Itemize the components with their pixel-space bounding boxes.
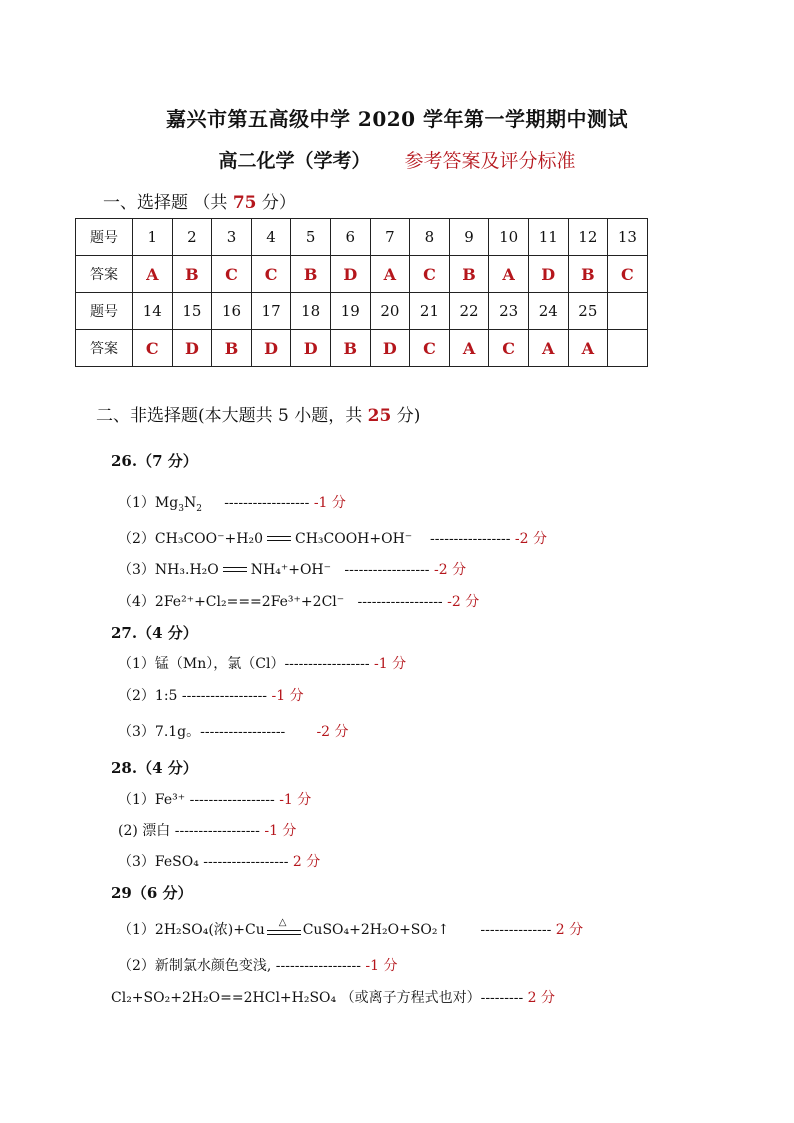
q28-answer-1: （1）Fe³⁺ ------------------ -1 分: [118, 792, 312, 808]
q27-answer-3: （3）7.1g。------------------ -2 分: [118, 724, 349, 740]
q26-3-points: -2 分: [434, 562, 467, 578]
question-number-cell: 23: [489, 293, 529, 330]
q29-2-points: -1 分: [365, 958, 398, 974]
answer-table: [75, 218, 648, 367]
q28-heading: 28.（4 分）: [111, 759, 198, 777]
answer-cell: C: [489, 330, 529, 367]
question-number-cell: [608, 293, 648, 330]
q27-answer-2: （2）1:5 ------------------ -1 分: [118, 688, 304, 704]
heating-arrow-icon: △: [278, 917, 287, 928]
row-header: 答案: [76, 330, 133, 367]
question-number-cell: 12: [568, 219, 608, 256]
row-header: 题号: [76, 219, 133, 256]
question-number-cell: 14: [133, 293, 173, 330]
question-number-cell: 4: [251, 219, 291, 256]
q28-2-points: -1 分: [264, 823, 297, 839]
answer-cell: A: [133, 256, 173, 293]
answer-row: [76, 256, 648, 293]
q29-answer-1: （1）2H₂SO₄(浓)+Cu △ CuSO₄+2H₂O+SO₂↑ --------------- 2 分: [118, 917, 584, 938]
answer-cell: D: [172, 330, 212, 367]
question-number-cell: 17: [251, 293, 291, 330]
question-number-cell: 19: [330, 293, 370, 330]
answer-cell: [608, 330, 648, 367]
question-number-cell: 13: [608, 219, 648, 256]
question-number-cell: 8: [410, 219, 450, 256]
answer-cell: A: [489, 256, 529, 293]
question-number-row: [76, 219, 648, 256]
question-number-cell: 25: [568, 293, 608, 330]
question-number-cell: 20: [370, 293, 410, 330]
question-number-cell: 7: [370, 219, 410, 256]
q27-2-points: -1 分: [271, 688, 304, 704]
q26-answer-3: （3）NH₃.H₂O NH₄⁺+OH⁻ ------------------ -2 分: [118, 562, 467, 578]
q28-answer-3: （3）FeSO₄ ------------------ 2 分: [118, 854, 321, 870]
answer-cell: C: [410, 256, 450, 293]
q29-1-points: 2 分: [555, 922, 584, 938]
question-number-cell: 1: [133, 219, 173, 256]
question-number-cell: 24: [528, 293, 568, 330]
q27-1-points: -1 分: [374, 656, 407, 672]
q28-1-points: -1 分: [279, 792, 312, 808]
q26-4-points: -2 分: [447, 594, 480, 610]
answer-cell: A: [528, 330, 568, 367]
equilibrium-arrow-icon: [267, 533, 291, 545]
section-1-heading: 一、选择题 （共 75 分）: [103, 193, 296, 213]
question-number-cell: 22: [449, 293, 489, 330]
question-number-cell: 9: [449, 219, 489, 256]
answer-cell: C: [251, 256, 291, 293]
q27-answer-1: （1）锰（Mn），氯（Cl）------------------ -1 分: [118, 656, 407, 672]
document-subtitle: [0, 146, 794, 173]
q26-answer-2: （2）CH₃COO⁻+H₂0 CH₃COOH+OH⁻ ----------------- -2 分: [118, 531, 547, 547]
question-number-cell: 3: [212, 219, 252, 256]
q28-3-points: 2 分: [292, 854, 321, 870]
q29-answer-2: （2）新制氯水颜色变浅, ------------------ -1 分: [118, 958, 398, 974]
q29-3-points: 2 分: [527, 990, 555, 1006]
subtitle-answer-key: 参考答案及评分标准: [404, 150, 576, 172]
answer-cell: D: [251, 330, 291, 367]
document-title: 嘉兴市第五高级中学 2020 学年第一学期期中测试: [165, 107, 629, 131]
question-number-row: [76, 293, 648, 330]
q28-answer-2: (2) 漂白 ------------------ -1 分: [118, 823, 297, 839]
answer-cell: C: [133, 330, 173, 367]
answer-cell: C: [608, 256, 648, 293]
answer-cell: A: [449, 330, 489, 367]
answer-cell: B: [449, 256, 489, 293]
question-number-cell: 21: [410, 293, 450, 330]
question-number-cell: 2: [172, 219, 212, 256]
answer-cell: D: [291, 330, 331, 367]
answer-cell: D: [370, 330, 410, 367]
answer-cell: A: [370, 256, 410, 293]
row-header: 答案: [76, 256, 133, 293]
answer-cell: A: [568, 330, 608, 367]
q26-1-points: -1 分: [313, 495, 346, 511]
q26-2-points: -2 分: [514, 531, 547, 547]
question-number-cell: 18: [291, 293, 331, 330]
question-number-cell: 10: [489, 219, 529, 256]
question-number-cell: 15: [172, 293, 212, 330]
answer-cell: B: [172, 256, 212, 293]
q29-heading: 29（6 分）: [111, 884, 193, 902]
answer-cell: C: [212, 256, 252, 293]
answer-cell: B: [330, 330, 370, 367]
question-number-cell: 5: [291, 219, 331, 256]
q26-answer-4: （4）2Fe²⁺+Cl₂===2Fe³⁺+2Cl⁻ ------------------ -2 分: [118, 594, 480, 610]
section-2-points: 25: [367, 406, 392, 426]
answer-cell: B: [568, 256, 608, 293]
answer-cell: C: [410, 330, 450, 367]
section-1-points: 75: [232, 193, 257, 213]
q26-answer-1: $(1)Mg_3N_2$ ------------------ -1 分: [118, 495, 346, 514]
answer-cell: B: [212, 330, 252, 367]
answer-row: [76, 330, 648, 367]
subtitle-subject: 高二化学（学考）: [218, 150, 371, 172]
answer-cell: D: [330, 256, 370, 293]
answer-cell: B: [291, 256, 331, 293]
answer-cell: D: [528, 256, 568, 293]
question-number-cell: 11: [528, 219, 568, 256]
row-header: 题号: [76, 293, 133, 330]
q27-heading: 27.（4 分）: [111, 624, 198, 642]
question-number-cell: 16: [212, 293, 252, 330]
section-2-heading: 二、非选择题(本大题共 5 小题，共 25 分): [96, 406, 421, 426]
equilibrium-arrow-icon: [223, 564, 247, 576]
q26-heading: 26.（7 分）: [111, 452, 198, 470]
q27-3-points: -2 分: [316, 724, 349, 740]
question-number-cell: 6: [330, 219, 370, 256]
q29-answer-3: Cl₂+SO₂+2H₂O==2HCl+H₂SO₄ （或离子方程式也对）--------- 2 分: [111, 990, 555, 1006]
